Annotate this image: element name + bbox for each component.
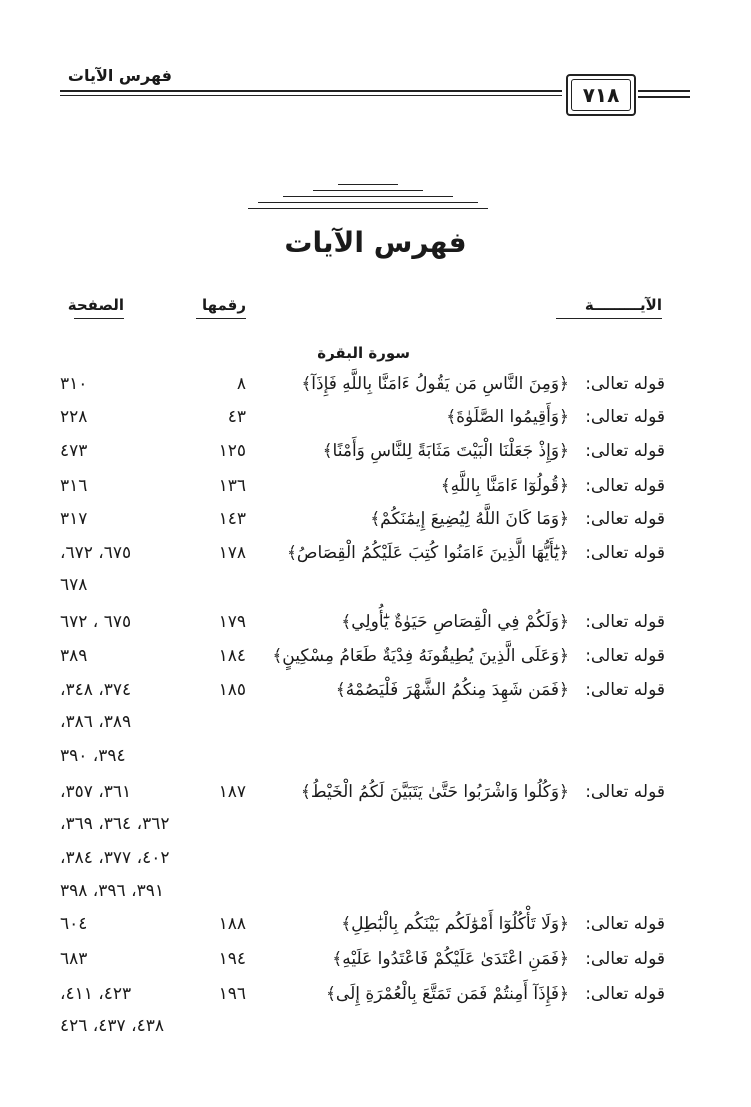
index-entry xyxy=(0,370,751,400)
entry-pages-continued: ٣٦٢، ٣٦٤، ٣٦٩، xyxy=(60,814,170,834)
column-underline xyxy=(196,318,246,319)
index-entry xyxy=(0,778,751,808)
entry-number: ١٢٥ xyxy=(218,441,246,461)
entry-label: قوله تعالى: xyxy=(585,374,665,394)
entry-number: ١٨٥ xyxy=(218,680,246,700)
entry-label: قوله تعالى: xyxy=(585,407,665,427)
entry-verse: ﴿وَلَا تَأْكُلُوٓا أَمْوَٰلَكُم بَيْنَكُم بِالْبَٰطِلِ﴾ xyxy=(341,914,569,934)
index-entry xyxy=(0,472,751,502)
entry-verse: ﴿يَٰٓأَيُّهَا الَّذِينَ ءَامَنُوا كُتِبَ عَلَيْكُمُ الْقِصَاصُ﴾ xyxy=(286,543,569,563)
entry-number: ٤٣ xyxy=(227,407,246,427)
column-header-number-label: رقمها xyxy=(201,296,246,314)
entry-pages-continued: ٣٩٤، ٣٩٠ xyxy=(60,746,126,766)
entry-label: قوله تعالى: xyxy=(585,949,665,969)
index-entry xyxy=(0,980,751,1010)
entry-pages: ٣٨٩ xyxy=(60,646,88,666)
index-entry xyxy=(0,403,751,433)
header-rule xyxy=(60,90,562,92)
entry-pages-continued: ٤٣٨، ٤٣٧، ٤٢٦ xyxy=(60,1016,164,1036)
entry-label: قوله تعالى: xyxy=(585,543,665,563)
entry-pages-continued: ٦٧٨ xyxy=(60,575,88,595)
entry-verse: ﴿قُولُوٓا ءَامَنَّا بِاللَّهِ﴾ xyxy=(440,476,569,496)
entry-pages: ٤٧٣ xyxy=(60,441,88,461)
header-rule-short xyxy=(638,90,690,92)
index-entry xyxy=(0,505,751,535)
index-entry xyxy=(0,437,751,467)
column-header-page-label: الصفحة xyxy=(67,296,124,314)
entry-pages-continued: ٣٩١، ٣٩٦، ٣٩٨ xyxy=(60,881,164,901)
entry-pages: ٦٧٥، ٦٧٢، xyxy=(60,543,132,563)
entry-label: قوله تعالى: xyxy=(585,612,665,632)
entry-verse: ﴿وَمِنَ النَّاسِ مَن يَقُولُ ءَامَنَّا بِاللَّهِ فَإِذَآ﴾ xyxy=(301,374,569,394)
entry-number: ١٨٤ xyxy=(218,646,246,666)
entry-number: ١٨٨ xyxy=(218,914,246,934)
entry-number: ١٩٦ xyxy=(218,984,246,1004)
entry-verse: ﴿وَلَكُمْ فِي الْقِصَاصِ حَيَوٰةٌ يَٰٓأُولِي﴾ xyxy=(341,612,569,632)
entry-pages: ٣٦١، ٣٥٧، xyxy=(60,782,132,802)
entry-label: قوله تعالى: xyxy=(585,476,665,496)
column-header-verse-label: الآيـــــــــة xyxy=(584,296,662,314)
index-entry xyxy=(0,608,751,638)
entry-number: ١٤٣ xyxy=(218,509,246,529)
entry-label: قوله تعالى: xyxy=(585,646,665,666)
column-header-page xyxy=(67,296,124,319)
entry-pages: ٢٢٨ xyxy=(60,407,88,427)
entry-label: قوله تعالى: xyxy=(585,509,665,529)
entry-label: قوله تعالى: xyxy=(585,680,665,700)
entry-number: ١٨٧ xyxy=(218,782,246,802)
entry-verse: ﴿فَمَن شَهِدَ مِنكُمُ الشَّهْرَ فَلْيَصُمْهُ﴾ xyxy=(335,680,569,700)
entry-verse: ﴿فَمَنِ اعْتَدَىٰ عَلَيْكُمْ فَاعْتَدُوا عَلَيْهِ﴾ xyxy=(332,949,569,969)
entry-pages: ٤٢٣، ٤١١، xyxy=(60,984,132,1004)
entry-pages: ٣١٧ xyxy=(60,509,88,529)
entry-verse: ﴿فَإِذَآ أَمِنتُمْ فَمَن تَمَتَّعَ بِالْعُمْرَةِ إِلَى﴾ xyxy=(325,984,569,1004)
index-entry xyxy=(0,539,751,569)
entry-verse: ﴿وَعَلَى الَّذِينَ يُطِيقُونَهُ فِدْيَةٌ طَعَامُ مِسْكِينٍ﴾ xyxy=(272,646,569,666)
entry-number: ١٩٤ xyxy=(218,949,246,969)
entry-label: قوله تعالى: xyxy=(585,782,665,802)
index-entry xyxy=(0,642,751,672)
index-entry xyxy=(0,676,751,706)
entry-number: ١٧٨ xyxy=(218,543,246,563)
entry-verse: ﴿وَكُلُوا وَاشْرَبُوا حَتَّىٰ يَتَبَيَّنَ لَكُمُ الْخَيْطُ﴾ xyxy=(300,782,569,802)
entry-pages: ٣١٦ xyxy=(60,476,88,496)
index-entry xyxy=(0,945,751,975)
column-underline xyxy=(556,318,662,319)
entry-label: قوله تعالى: xyxy=(585,914,665,934)
entry-pages-continued: ٤٠٢، ٣٧٧، ٣٨٤، xyxy=(60,848,170,868)
surah-heading: سورة البقرة xyxy=(317,344,410,362)
entry-verse: ﴿وَأَقِيمُوا الصَّلَوٰةَ﴾ xyxy=(446,407,569,427)
entry-pages-continued: ٣٨٩، ٣٨٦، xyxy=(60,712,132,732)
entry-pages: ٣١٠ xyxy=(60,374,88,394)
entry-pages: ٦٨٣ xyxy=(60,949,88,969)
entry-pages: ٦٧٥ ، ٦٧٢ xyxy=(60,612,132,632)
entry-label: قوله تعالى: xyxy=(585,984,665,1004)
entry-verse: ﴿وَإِذْ جَعَلْنَا الْبَيْتَ مَثَابَةً لِلنَّاسِ وَأَمْنًا﴾ xyxy=(322,441,569,461)
entry-number: ١٣٦ xyxy=(218,476,246,496)
column-underline xyxy=(74,318,124,319)
page-title: فهرس الآيات xyxy=(284,226,467,259)
index-entry xyxy=(0,910,751,940)
entry-verse: ﴿وَمَا كَانَ اللَّهُ لِيُضِيعَ إِيمَٰنَكُمْ﴾ xyxy=(370,509,569,529)
running-title: فهرس الآيات xyxy=(67,66,172,85)
page-number: ٧١٨ xyxy=(571,79,631,111)
entry-label: قوله تعالى: xyxy=(585,441,665,461)
column-header-verse xyxy=(556,296,662,319)
page-number-box xyxy=(566,74,636,116)
title-ornament xyxy=(248,182,488,214)
entry-pages: ٦٠٤ xyxy=(60,914,88,934)
entry-number: ٨ xyxy=(236,374,246,394)
column-header-number xyxy=(196,296,246,319)
entry-pages: ٣٧٤، ٣٤٨، xyxy=(60,680,132,700)
entry-number: ١٧٩ xyxy=(218,612,246,632)
